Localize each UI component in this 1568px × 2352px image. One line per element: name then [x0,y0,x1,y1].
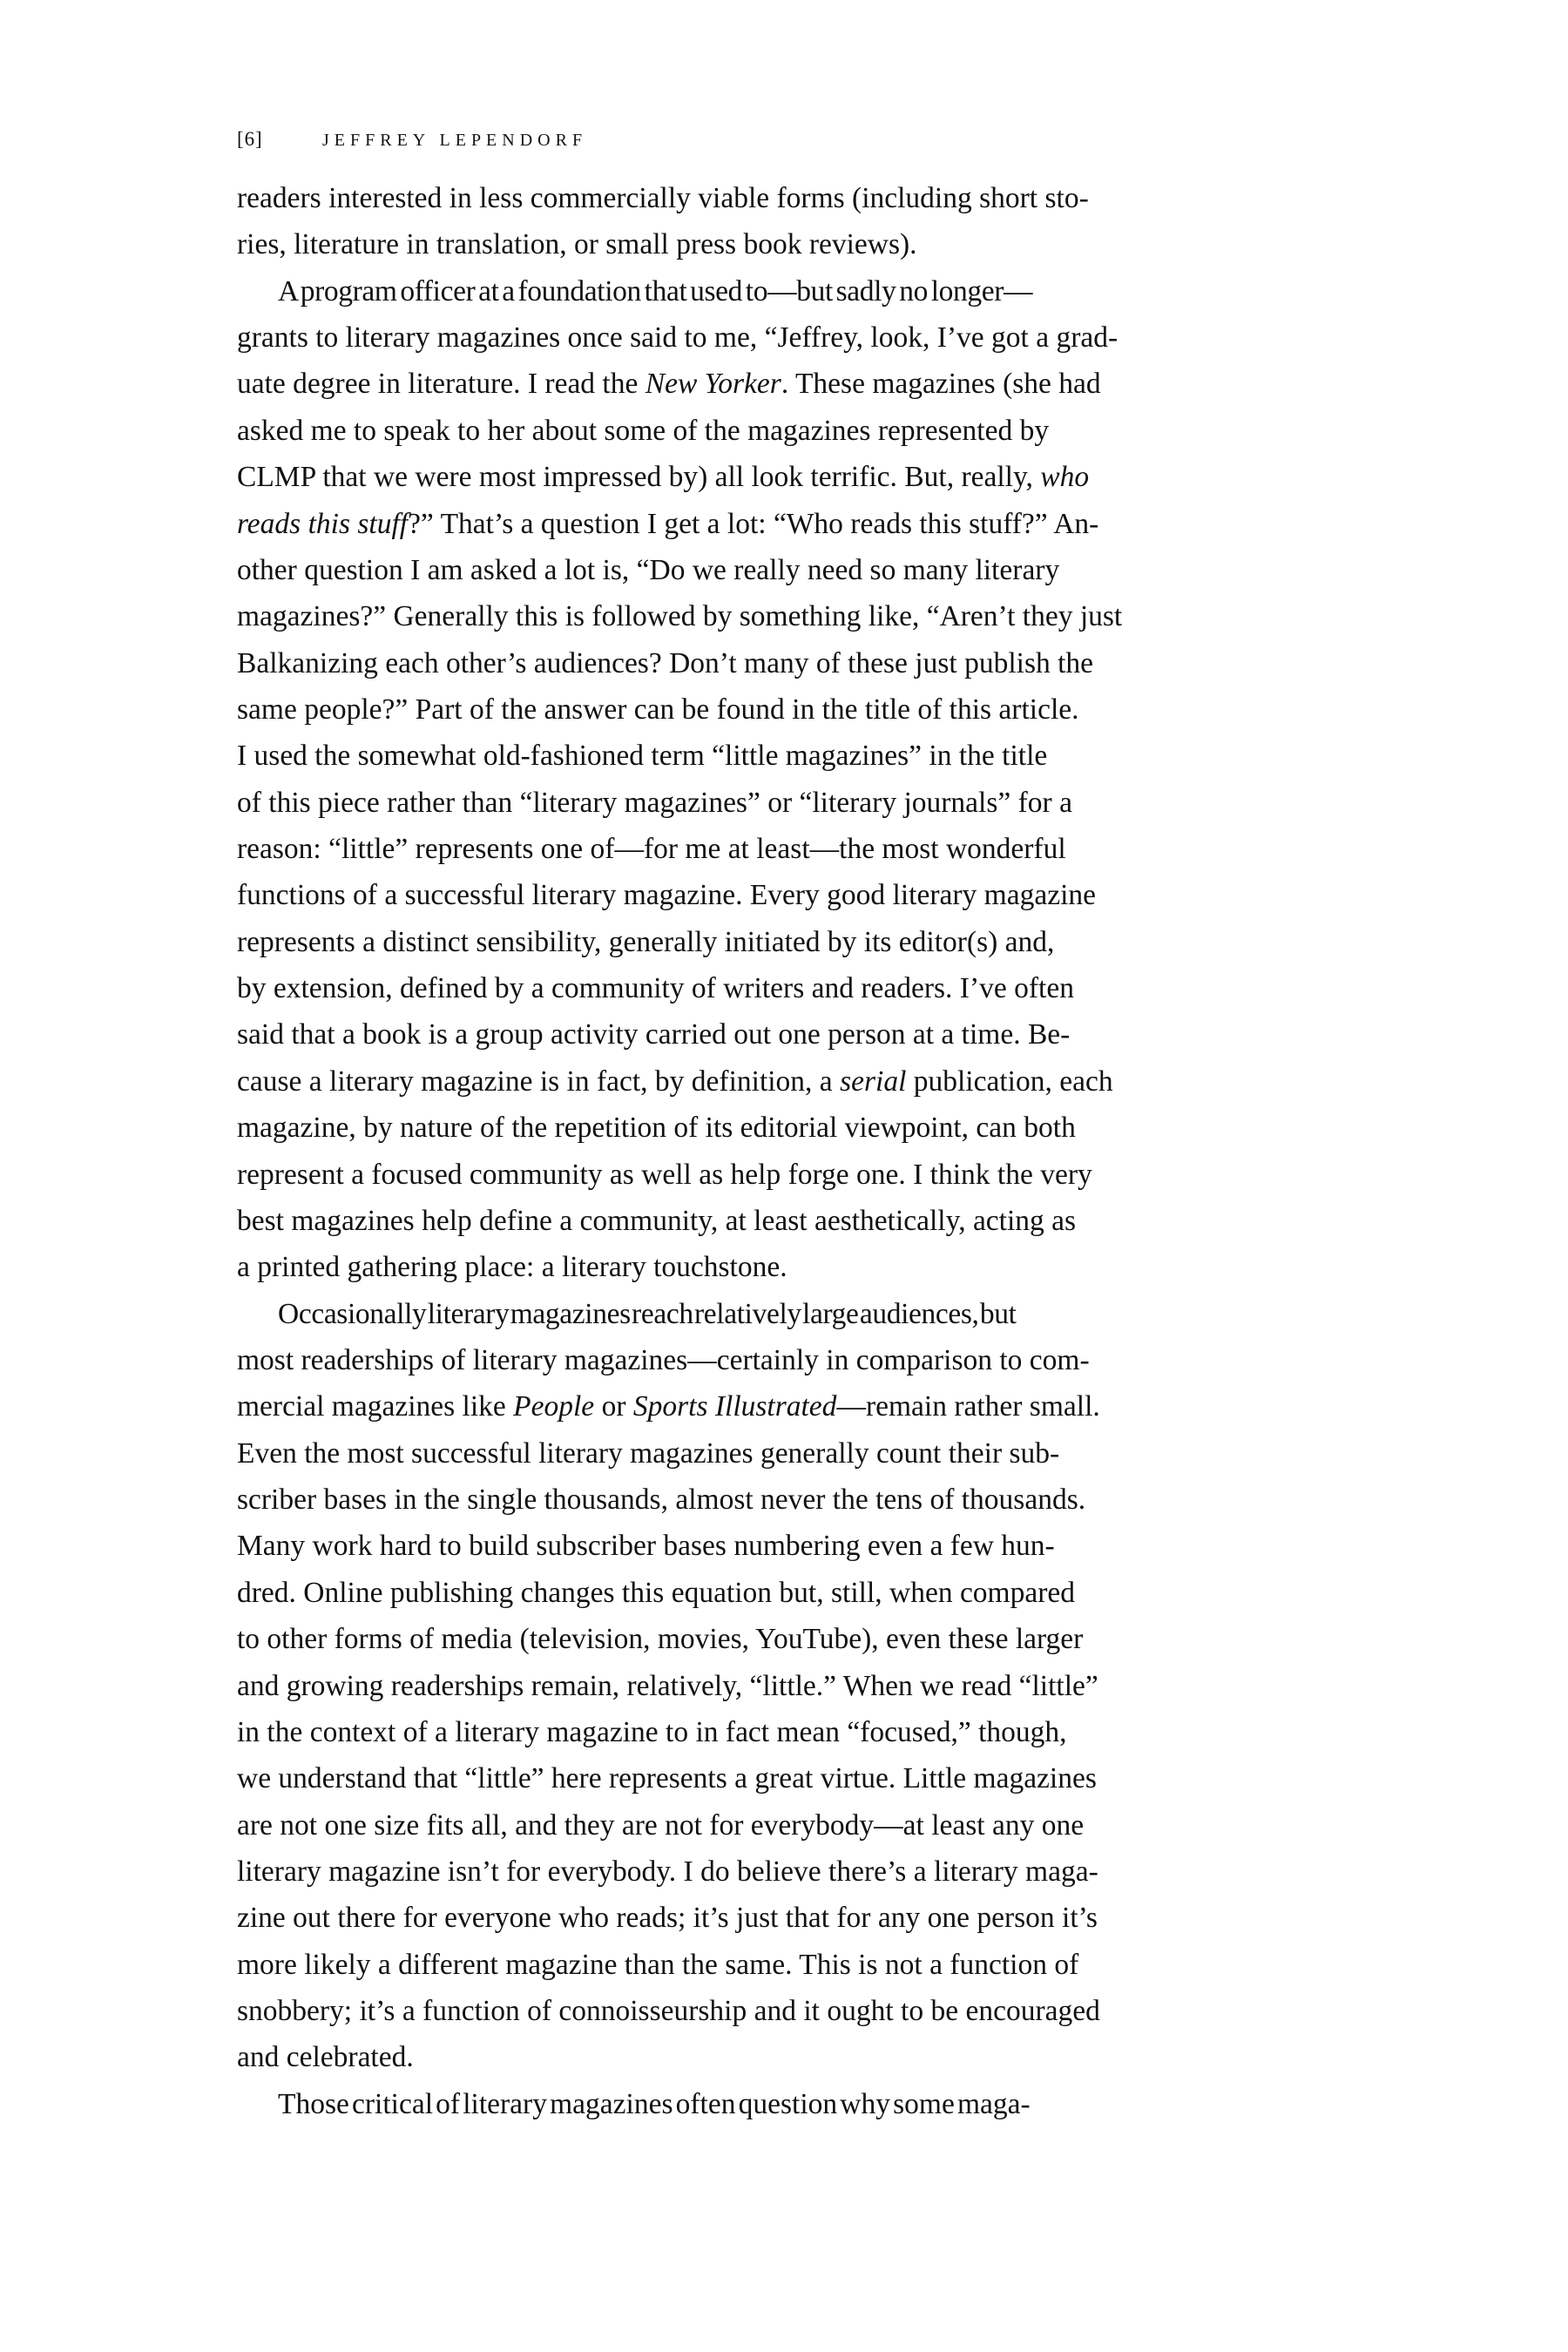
text-line [237,1337,1337,1383]
text-run: publication, each [906,1064,1113,1098]
text-run: Even the most successful literary magazines generally count their sub- [237,1436,1060,1470]
paragraph [237,2081,1337,2127]
text-run: are not one size fits all, and they are not for everybody—at least any one [237,1808,1085,1842]
text-run: ?” That’s a question I get a lot: “Who reads this stuff?” An- [408,507,1099,540]
text-run: reason: “little” represents one of—for me at least—the most wonderful [237,833,1066,866]
text-line [237,2034,1337,2080]
text-line [237,1523,1337,1569]
text-line [237,1616,1337,1662]
text-run: snobbery; it’s a function of connoisseurship and it ought to be encouraged [237,1995,1100,2028]
page-number: [6] [237,128,263,150]
text-run: Many work hard to build subscriber bases numbering even a few hun- [237,1530,1055,1563]
text-run: I used the somewhat old-fashioned term “little magazines” in the title [237,740,1048,773]
text-line [237,1848,1337,1895]
text-line [237,268,1337,314]
text-run: —remain rather small. [836,1390,1100,1423]
text-run: readers interested in less commercially viable forms (including short sto- [237,182,1089,214]
paragraph [237,1291,1337,2081]
text-line [237,1105,1337,1151]
text-line [237,314,1337,361]
text-line [237,1291,1337,1337]
text-run: other question I am asked a lot is, “Do we really need so many literary [237,553,1060,586]
italic-title: who [1040,461,1090,494]
text-line [237,1895,1337,1941]
text-line [237,1383,1337,1429]
text-line [237,919,1337,965]
text-run: scriber bases in the single thousands, almost never the tens of thousands. [237,1484,1086,1517]
text-run: CLMP that we were most impressed by) all look terrific. But, really, [237,461,1041,494]
text-run: in the context of a literary magazine to in fact mean “focused,” though, [237,1715,1067,1748]
text-line [237,221,1337,267]
italic-title: serial [840,1064,907,1098]
paragraph [237,268,1337,1291]
text-run: and celebrated. [237,2041,414,2074]
text-line [237,1709,1337,1755]
text-line [237,640,1337,686]
text-line [237,408,1337,454]
text-run: cause a literary magazine is in fact, by definition, a [237,1064,841,1098]
italic-title: Sports Illustrated [632,1390,837,1423]
text-run: more likely a different magazine than the same. This is not a function of [237,1948,1079,1981]
text-line [237,1477,1337,1523]
text-run: Those critical of literary magazines often question why some maga- [278,2087,1031,2120]
text-run: . These magazines (she had [781,368,1101,401]
text-run: literary magazine isn’t for everybody. I do believe there’s a literary maga- [237,1855,1098,1888]
text-line [237,1988,1337,2034]
text-run: represents a distinct sensibility, generally initiated by its editor(s) and, [237,925,1055,958]
text-run: a printed gathering place: a literary touchstone. [237,1251,787,1284]
text-run: represent a focused community as well as help forge one. I think the very [237,1158,1092,1191]
text-run: grants to literary magazines once said to me, “Jeffrey, look, I’ve got a grad- [237,321,1119,355]
text-run: ries, literature in translation, or small press book reviews). [237,228,917,261]
text-run: or [594,1390,633,1423]
italic-title: New Yorker [645,368,781,401]
text-run: functions of a successful literary magazine. Every good literary magazine [237,879,1096,912]
text-run: zine out there for everyone who reads; it’s just that for any one person it’s [237,1902,1098,1935]
text-line [237,1244,1337,1290]
text-line [237,2081,1337,2127]
text-run: most readerships of literary magazines—certainly in comparison to com- [237,1343,1090,1376]
text-run: and growing readerships remain, relatively, “little.” When we read “little” [237,1669,1098,1702]
text-run: to other forms of media (television, movies, YouTube), even these larger [237,1623,1084,1656]
text-run: asked me to speak to her about some of the magazines represented by [237,414,1050,447]
text-line [237,780,1337,826]
text-line [237,965,1337,1011]
text-line [237,733,1337,779]
text-run: Occasionally literary magazines reach relatively large audiences, but [278,1297,1017,1330]
text-run: A program officer at a foundation that used to—but sadly no longer— [278,274,1033,308]
text-line [237,1663,1337,1709]
text-line [237,1802,1337,1848]
text-run: magazine, by nature of the repetition of its editorial viewpoint, can both [237,1112,1076,1145]
body-text [237,175,1337,2127]
text-run: Balkanizing each other’s audiences? Don’t many of these just publish the [237,646,1094,679]
text-line [237,1570,1337,1616]
text-line [237,1152,1337,1198]
text-run: by extension, defined by a community of writers and readers. I’ve often [237,972,1074,1005]
text-run: of this piece rather than “literary magazines” or “literary journals” for a [237,786,1072,819]
text-line [237,1011,1337,1058]
text-line [237,1755,1337,1801]
text-line [237,547,1337,593]
text-run: uate degree in literature. I read the [237,368,645,401]
text-line [237,1942,1337,1988]
text-run: magazines?” Generally this is followed by something like, “Aren’t they just [237,600,1123,633]
text-line [237,1430,1337,1477]
text-line [237,454,1337,500]
text-run: said that a book is a group activity carried out one person at a time. Be- [237,1018,1071,1051]
text-line [237,826,1337,872]
running-head [237,125,587,154]
text-line [237,501,1337,547]
text-run: dred. Online publishing changes this equation but, still, when compared [237,1576,1076,1609]
text-line [237,175,1337,221]
italic-title: People [513,1390,595,1423]
text-line [237,1198,1337,1244]
text-run: mercial magazines like [237,1390,514,1423]
text-line [237,1058,1337,1105]
text-line [237,686,1337,733]
text-run: same people?” Part of the answer can be found in the title of this article. [237,693,1079,726]
italic-title: reads this stuff [237,507,409,540]
text-line [237,593,1337,639]
text-run: best magazines help define a community, at least aesthetically, acting as [237,1204,1077,1237]
text-line [237,361,1337,407]
author-name: JEFFREY LEPENDORF [322,131,588,150]
text-line [237,872,1337,918]
text-run: we understand that “little” here represents a great virtue. Little magazines [237,1762,1097,1795]
paragraph [237,175,1337,268]
